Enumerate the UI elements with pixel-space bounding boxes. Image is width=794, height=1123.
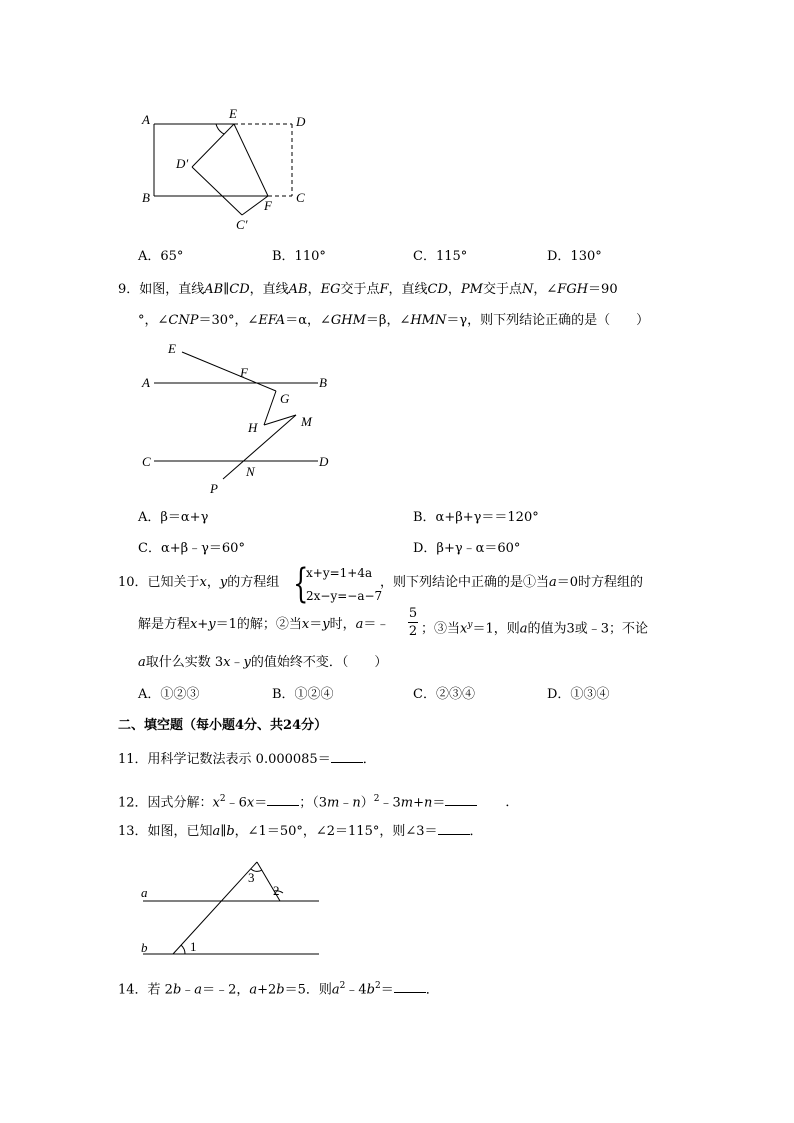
label-D: D [319,454,329,469]
label-F: F [240,365,248,380]
q12-stem: 12．因式分解：$x^2﹣6x=$ ；（3m﹣n）$^2$﹣3m+n＝ ． [118,794,519,811]
q10-option-d[interactable]: D．①③④ [547,687,610,702]
q13-answer-blank[interactable] [438,822,470,835]
q10-option-c[interactable]: C．②③④ [413,687,475,702]
label-line-a: a [141,885,148,900]
q9-stem-line-2: °，∠CNP＝30°，∠EFA＝α，∠GHM＝β，∠HMN＝γ，则下列结论正确的是（ ） [138,313,650,328]
q10-stem-line-1b: ，则下列结论中正确的是①当a＝0时方程组的 [380,575,644,590]
q10-stem-line-3: a取什么实数 3x﹣y的值始终不变．（ ） [138,655,388,670]
label-D: D [296,114,306,129]
label-C: C [142,454,151,469]
q12-answer-blank-1[interactable] [267,793,299,806]
q10-option-b[interactable]: B．①②④ [272,687,334,702]
fraction-5-over-2: 5 2 [408,606,418,639]
q8-option-b[interactable]: B．110° [272,249,326,264]
q8-option-c[interactable]: C．115° [413,249,468,264]
label-M: M [301,414,312,429]
q10-stem-line-2b: ；③当$x^y=1$，则a的值为3或﹣3；不论 [421,620,649,637]
equation-2: 2x−y=−a−7 [306,589,383,603]
label-A: A [142,112,150,127]
label-angle-2: 2 [273,883,280,898]
label-line-b: b [141,940,148,955]
label-C-prime: C′ [236,217,248,232]
q11-stem: 11．用科学记数法表示 0.000085＝ ． [118,752,376,767]
q14-answer-blank[interactable] [394,980,426,993]
q9-option-d[interactable]: D．β+γ﹣α＝60° [413,541,521,556]
label-A: A [142,375,150,390]
equation-system-brace: { [293,561,309,607]
question-8-figure [130,105,320,235]
q10-stem-line-2a: 解是方程x+y＝1的解；②当x＝y时，a＝﹣ [138,617,390,632]
label-G: G [280,391,290,406]
q13-stem: 13．如图，已知a∥b，∠1＝50°，∠2＝115°，则∠3＝ ． [118,824,483,839]
label-N: N [246,464,255,479]
label-angle-1: 1 [190,939,197,954]
q9-option-a[interactable]: A．β＝α+γ [138,510,209,525]
label-B: B [142,190,150,205]
label-E: E [229,106,237,121]
label-H: H [248,420,258,435]
label-F: F [264,198,272,213]
equation-1: x+y=1+4a [306,566,373,580]
q10-stem-line-1a: 10．已知关于x，y的方程组 [118,575,280,590]
q9-option-c[interactable]: C．α+β﹣γ＝60° [138,541,245,556]
q9-option-b[interactable]: B．α+β+γ＝＝120° [413,510,539,525]
question-9-figure [130,335,345,500]
label-C: C [296,190,305,205]
label-P: P [210,481,218,496]
q14-stem: 14．若 2b﹣a＝﹣2，a+2b＝5．则$a^2﹣4b^2=$ ． [118,981,439,998]
label-D-prime: D′ [176,156,189,171]
q12-answer-blank-2[interactable] [445,793,477,806]
q9-stem-line-1: 9．如图，直线AB∥CD，直线AB，EG交于点F，直线CD，PM交于点N，∠FGH＝90 [118,282,618,297]
label-angle-3: 3 [248,870,255,885]
q11-answer-blank[interactable] [331,750,363,763]
label-E: E [168,341,176,356]
section-heading-fill-in: 二、填空题（每小题4分、共24分） [118,718,328,733]
q10-option-a[interactable]: A．①②③ [138,687,200,702]
q8-option-a[interactable]: A．65° [138,249,184,264]
question-13-figure [135,855,330,960]
q8-option-d[interactable]: D．130° [547,249,602,264]
label-B: B [319,375,327,390]
